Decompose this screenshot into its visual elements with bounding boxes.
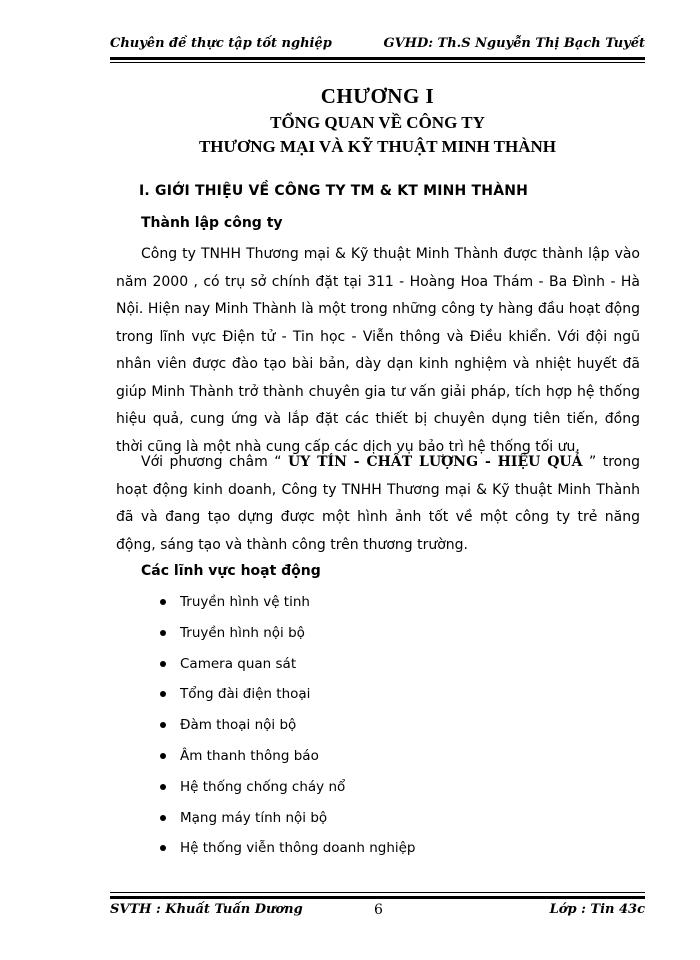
chapter-title-line1: TỔNG QUAN VỀ CÔNG TY: [270, 113, 485, 132]
list-item-label: Hệ thống viễn thông doanh nghiệp: [180, 840, 416, 857]
section-heading: I. GIỚI THIỆU VỀ CÔNG TY TM & KT MINH THÀNH: [139, 183, 529, 199]
list-item: [158, 833, 416, 864]
list-item: [158, 710, 416, 741]
header-right-text: GVHD: Th.S Nguyễn Thị Bạch Tuyết: [383, 36, 645, 51]
footer-left-text: SVTH : Khuất Tuấn Dương: [110, 902, 303, 917]
list-item: [158, 679, 416, 710]
list-item: [158, 649, 416, 680]
activities-list: [158, 587, 416, 864]
footer-right-text: Lớp : Tin 43c: [549, 902, 645, 917]
list-item-label: Camera quan sát: [180, 655, 297, 672]
motto-suffix: ” trong hoạt động kinh doanh, Công ty TNHH Thương mại & Kỹ thuật Minh Thành đã và đang tạo dựng được một hình ảnh tốt về một công ty trẻ năng động, sáng tạo và thành công trên thương trường.: [116, 454, 641, 553]
list-item: [158, 803, 416, 834]
list-item-label: Đàm thoại nội bộ: [180, 717, 297, 734]
list-item-label: Hệ thống chống cháy nổ: [180, 778, 346, 795]
bullet-icon: [160, 630, 166, 636]
page-number: 6: [374, 902, 383, 918]
paragraph-motto: [116, 449, 640, 559]
list-item: [158, 772, 416, 803]
subheading-activities: Các lĩnh vực hoạt động: [141, 563, 321, 579]
list-item: [158, 618, 416, 649]
chapter-title-line2: THƯƠNG MẠI VÀ KỸ THUẬT MINH THÀNH: [198, 137, 557, 156]
motto-prefix: Với phương châm “: [141, 454, 288, 470]
footer-rule-thin: [110, 892, 645, 893]
footer-rule-thick: [110, 896, 645, 899]
page-footer: [110, 902, 645, 920]
list-item-label: Mạng máy tính nội bộ: [180, 809, 328, 826]
header-rule-thin: [110, 62, 645, 63]
bullet-icon: [160, 815, 166, 821]
bullet-icon: [160, 722, 166, 728]
bullet-icon: [160, 784, 166, 790]
chapter-number: CHƯƠNG I: [320, 84, 435, 108]
page-header: [110, 36, 645, 54]
bullet-icon: [160, 691, 166, 697]
bullet-icon: [160, 599, 166, 605]
subheading-founding: Thành lập công ty: [141, 215, 283, 231]
list-item: [158, 587, 416, 618]
header-rule-thick: [110, 57, 645, 60]
bullet-icon: [160, 845, 166, 851]
header-left-text: Chuyên đề thực tập tốt nghiệp: [110, 36, 332, 51]
bullet-icon: [160, 661, 166, 667]
list-item-label: Tổng đài điện thoại: [180, 686, 311, 703]
motto-text: UY TÍN - CHẤT LƯỢNG - HIỆU QUẢ: [287, 454, 583, 470]
list-item-label: Truyền hình nội bộ: [180, 624, 305, 641]
list-item-label: Truyền hình vệ tinh: [180, 594, 310, 610]
list-item: [158, 741, 416, 772]
list-item-label: Âm thanh thông báo: [180, 747, 319, 764]
paragraph-intro: Công ty TNHH Thương mại & Kỹ thuật Minh Thành được thành lập vào năm 2000 , có trụ sở chính đặt tại 311 - Hoàng Hoa Thám - Ba Đình - Hà Nội. Hiện nay Minh Thành là một trong những công ty hàng đầu hoạt động trong lĩnh vực Điện tử - Tin học - Viễn thông và Điều khiển. Với đội ngũ nhân viên được đào tạo bài bản, dày dạn kinh nghiệm và nhiệt huyết đã giúp Minh Thành trở thành chuyên gia tư vấn giải pháp, tích hợp hệ thống hiệu quả, cung ứng và lắp đặt các thiết bị chuyên dụng tiên tiến, đồng thời cũng là một nhà cung cấp các dịch vụ bảo trì hệ thống tối ưu.: [116, 246, 640, 455]
bullet-icon: [160, 753, 166, 759]
